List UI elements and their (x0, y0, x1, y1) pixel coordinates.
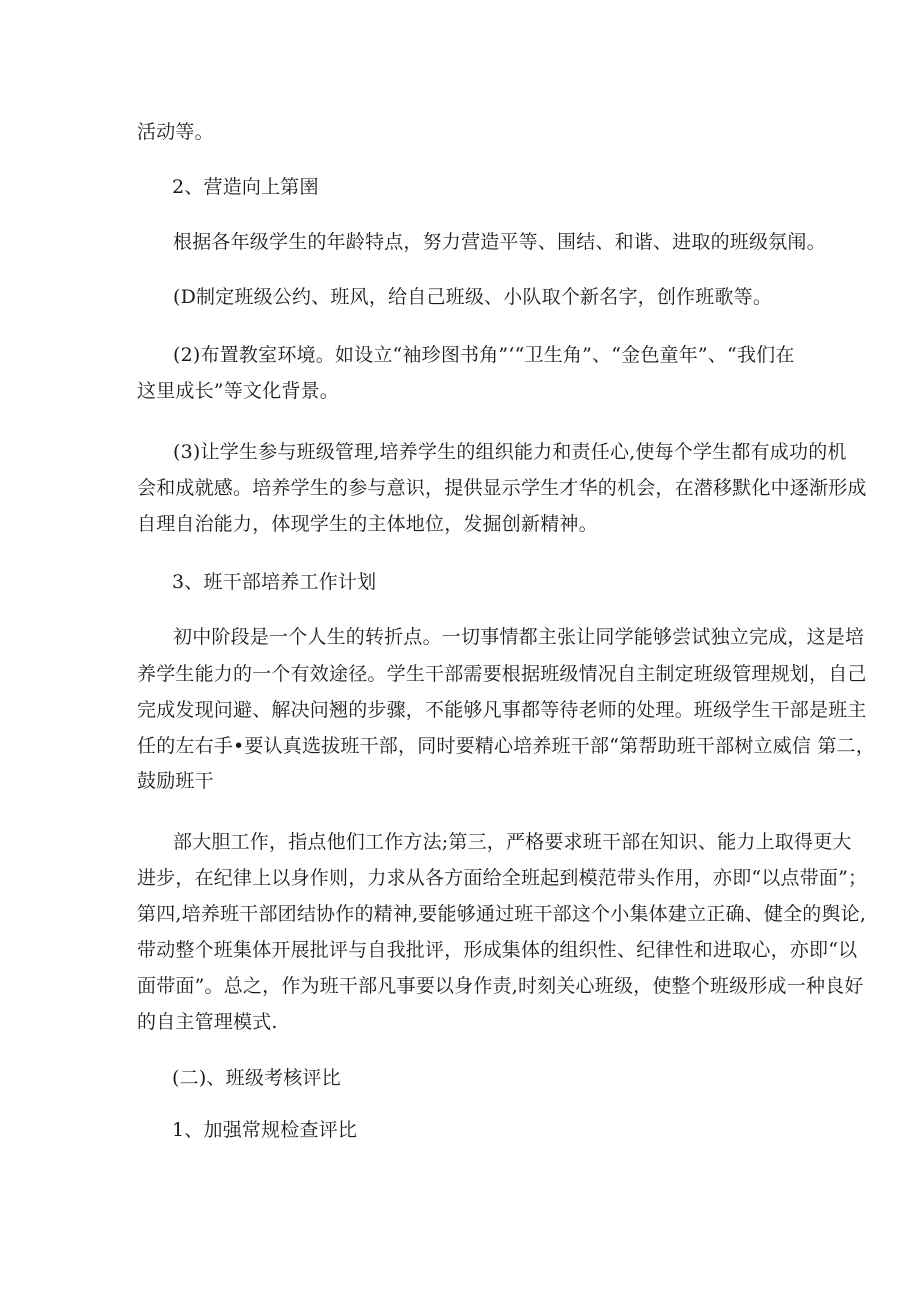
paragraph-line: 完成发现问避、解决问翘的步骤，不能够凡事都等待老师的处理。班级学生干部是班主 (137, 699, 867, 721)
paragraph-line: 面带面”。总之，作为班干部凡事要以身作责,时刻关心班级，使整个班级形成一种良好 (137, 975, 864, 997)
paragraph-line: 部大胆工作，指点他们工作方法;第三，严格要求班干部在知识、能力上取得更大 (173, 831, 852, 853)
section-heading: (二)、班级考核评比 (172, 1067, 341, 1089)
paragraph-line: 这里成长”等文化背景。 (137, 380, 339, 402)
list-item: (D制定班级公约、班风，给自己班级、小队取个新名字，创作班歌等。 (173, 286, 773, 308)
paragraph-line: 带动整个班集体开展批评与自我批评，形成集体的组织性、纪律性和进取心，亦即“以 (137, 939, 858, 961)
section-heading: 1、加强常规检查评比 (172, 1119, 358, 1141)
paragraph-line: 初中阶段是一个人生的转折点。一切事情都主张让同学能够尝试独立完成，这是培 (173, 626, 865, 648)
section-heading: 2、营造向上第圉 (172, 176, 319, 198)
paragraph-line: 养学生能力的一个有效途径。学生干部需要根据班级情况自主制定班级管理规划，自己 (137, 663, 867, 685)
paragraph-line: 进步，在纪律上以身作则，力求从各方面给全班起到模范带头作用，亦即“以点带面”； (137, 867, 868, 889)
paragraph-line: 会和成就感。培养学生的参与意识，提供显示学生才华的机会，在潜移默化中逐渐形成 (137, 477, 867, 499)
paragraph-line: 自理自治能力，体现学生的主体地位，发掘创新精神。 (137, 513, 598, 535)
paragraph-line: 第四,培养班干部团结协作的精神,要能够通过班干部这个小集体建立正确、健全的舆论, (137, 903, 867, 925)
paragraph-line: 的自主管理模式. (137, 1011, 278, 1033)
text-line: 活动等。 (137, 121, 214, 143)
list-item: (2)布置教室环境。如设立“袖珍图书角”‘“卫生角”、“金色童年”、“我们在 (173, 344, 795, 366)
paragraph-line: 鼓励班干 (137, 770, 214, 792)
paragraph-line: 根据各年级学生的年龄特点，努力营造平等、围结、和谐、进取的班级氛闱。 (173, 231, 826, 253)
section-heading: 3、班干部培养工作计划 (172, 571, 377, 593)
list-item: (3)让学生参与班级管理,培养学生的组织能力和责任心,使每个学生都有成功的机 (173, 441, 847, 463)
paragraph-line: 任的左右手•要认真选拔班干部，同时要精心培养班干部“第帮助班干部树立威信 第二， (137, 735, 875, 757)
